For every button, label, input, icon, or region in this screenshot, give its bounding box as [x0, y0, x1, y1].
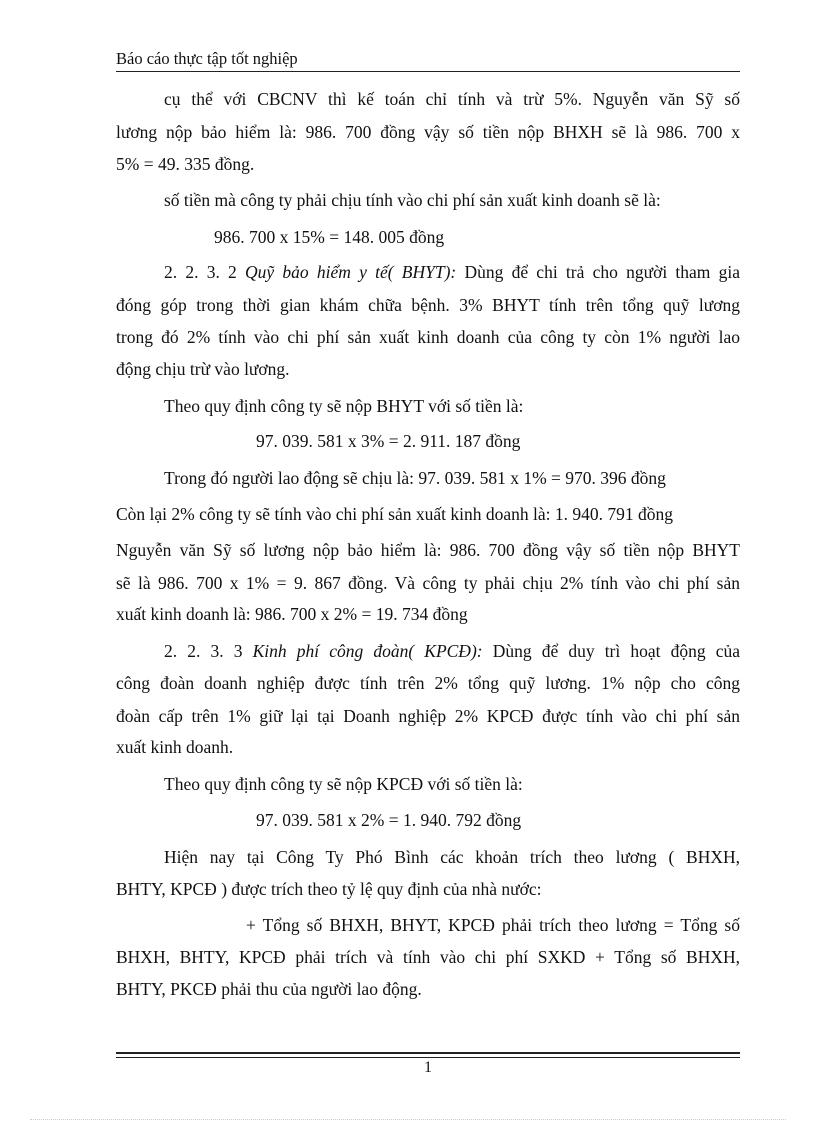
section-number: 2. 2. 3. 3 — [164, 641, 253, 661]
paragraph-line: Theo quy định công ty sẽ nộp BHYT với số tiền là: — [164, 396, 524, 416]
paragraph-line: sẽ là 986. 700 x 1% = 9. 867 đồng. Và công ty phải chịu 2% tính vào chi phí sản — [116, 573, 740, 593]
paragraph-line: Còn lại 2% công ty sẽ tính vào chi phí sản xuất kinh doanh là: 1. 940. 791 đồng — [116, 504, 674, 524]
formula-line: 97. 039. 581 x 3% = 2. 911. 187 đồng — [256, 431, 521, 451]
paragraph-line: Hiện nay tại Công Ty Phó Bình các khoản trích theo lương ( BHXH, — [164, 847, 740, 867]
section-heading-line — [164, 640, 740, 662]
paragraph-line: cụ thể với CBCNV thì kế toán chỉ tính và trừ 5%. Nguyễn văn Sỹ số — [164, 89, 740, 109]
paragraph-line: trong đó 2% tính vào chi phí sản xuất kinh doanh của công ty còn 1% người lao — [116, 327, 740, 347]
running-header: Báo cáo thực tập tốt nghiệp — [116, 49, 298, 68]
paragraph-line: + Tổng số BHXH, BHYT, KPCĐ phải trích theo lương = Tổng số — [246, 915, 740, 935]
header-rule — [116, 71, 740, 72]
paragraph-line: BHTY, KPCĐ ) được trích theo tỷ lệ quy định của nhà nước: — [116, 879, 542, 899]
paragraph-line: công đoàn doanh nghiệp được tính trên 2% tổng quỹ lương. 1% nộp cho công — [116, 673, 740, 693]
paragraph-line: động chịu trừ vào lương. — [116, 359, 290, 379]
paragraph-line: đoàn cấp trên 1% giữ lại tại Doanh nghiệp 2% KPCĐ được tính vào chi phí sản — [116, 706, 740, 726]
paragraph-line: Nguyễn văn Sỹ số lương nộp bảo hiểm là: 986. 700 đồng vậy số tiền nộp BHYT — [116, 540, 740, 560]
paragraph-line: Theo quy định công ty sẽ nộp KPCĐ với số tiền là: — [164, 774, 523, 794]
paragraph-line: xuất kinh doanh. — [116, 737, 234, 757]
page-number: 1 — [424, 1059, 432, 1076]
section-title: Kinh phí công đoàn( KPCĐ): — [252, 641, 483, 661]
paragraph-line: BHXH, BHTY, KPCĐ phải trích và tính vào chi phí SXKD + Tổng số BHXH, — [116, 947, 740, 967]
paragraph-line: xuất kinh doanh là: 986. 700 x 2% = 19. 734 đồng — [116, 604, 468, 624]
paragraph-line: 5% = 49. 335 đồng. — [116, 154, 255, 174]
paragraph-line: Trong đó người lao động sẽ chịu là: 97. 039. 581 x 1% = 970. 396 đồng — [164, 468, 666, 488]
section-number: 2. 2. 3. 2 — [164, 262, 246, 282]
section-text: Dùng để chi trả cho người tham gia — [456, 262, 740, 282]
section-heading-line — [164, 261, 740, 283]
section-title: Quỹ bảo hiểm y tế( BHYT): — [245, 262, 457, 282]
paragraph-line: số tiền mà công ty phải chịu tính vào chi phí sản xuất kinh doanh sẽ là: — [164, 190, 661, 210]
footer-rule — [116, 1052, 740, 1054]
formula-line: 986. 700 x 15% = 148. 005 đồng — [214, 227, 445, 247]
formula-line: 97. 039. 581 x 2% = 1. 940. 792 đồng — [256, 810, 522, 830]
paragraph-line: đóng góp trong thời gian khám chữa bệnh. 3% BHYT tính trên tổng quỹ lương — [116, 295, 740, 315]
paragraph-line: lương nộp bảo hiểm là: 986. 700 đồng vậy số tiền nộp BHXH sẽ là 986. 700 x — [116, 122, 740, 142]
paragraph-line: BHTY, PKCĐ phải thu của người lao động. — [116, 979, 422, 999]
section-text: Dùng để duy trì hoạt động của — [482, 641, 740, 661]
page-edge-divider — [30, 1119, 786, 1120]
